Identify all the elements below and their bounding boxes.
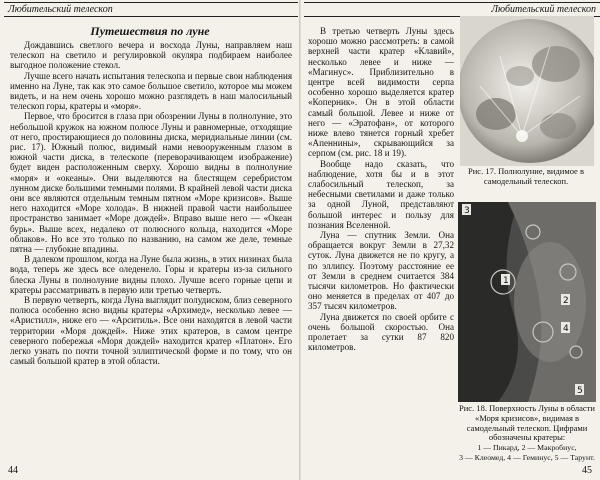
paragraph: Дождавшись светлого вечера и восхода Луны, направляем наш телескоп на светило и регулировкой окуляра подбираем наиболее выгодное положение стекол. xyxy=(10,40,292,71)
crater-marker-5: 5 xyxy=(577,386,583,396)
right-running-head xyxy=(304,2,600,17)
figure-18-caption-text: Рис. 18. Поверхность Луны в области «Моря кризисов», видимая в самодельный телескоп. Цифрами обозначены кратеры: xyxy=(459,403,595,443)
paragraph: В далеком прошлом, когда на Луне была жизнь, в этих низинах была вода, теперь же здесь все оледенело. Горы и кратеры из-за сильного блеска Луны в полнолуние видны плохо. Лучше всего горные цепи и кратеры рассматривать в первую или третью четверть. xyxy=(10,254,292,295)
figure-18-crater-region xyxy=(458,202,596,402)
figure-18-caption xyxy=(456,404,598,463)
paragraph: Лучше всего начать испытания телескопа и первые свои наблюдения именно на Луне, так как это самое большое светило, которое мы можем видеть, и на нем очень хорошо можно разглядеть в наш малосильный телескоп горы, кратеры и «моря». xyxy=(10,70,292,112)
figure-18-legend-line: 1 — Пикард, 2 — Макробиус, xyxy=(477,443,577,453)
paragraph: Луна — спутник Земли. Она обращается вокруг Земли в 27,32 суток. Луна движется не по кругу, а по эллипсу. Поэтому расстояние ее от Земли в среднем считается 384 тысячи километров. Но фактически оно меняется в пределах от 407 до 357 тысяч километров. xyxy=(308,230,454,312)
crater-marker-3: 3 xyxy=(464,206,470,216)
crater-region-image xyxy=(458,202,596,402)
crater-marker-4: 4 xyxy=(563,324,569,334)
left-body-text xyxy=(10,40,292,367)
paragraph: Вообще надо сказать, что наблюдение, хотя бы и в этот слабосильный телескоп, за небесными светилами и даже только за одной Луной, представляют большой интерес и пользу для познания Вселенной. xyxy=(308,158,454,230)
full-moon-image xyxy=(460,16,594,166)
page-number-right: 45 xyxy=(582,465,592,476)
right-running-head-text: Любительский телескоп xyxy=(491,4,596,15)
paragraph: В третью четверть Луны здесь хорошо можно рассмотреть: в самой верхней части кратер «Клавий», несколько левее и ниже — «Магинус». Приблизительно в центре всей видимости серпа особенно хорошо выделяется кратер «Коперник». Он в этой области самый большой. Левее и ниже от него — «Эратофан», от которого ниже влево тянется горный хребет «Апеннины», скрывающийся за серпом (см. рис. 18 и 19). xyxy=(308,26,454,159)
paragraph: Первое, что бросится в глаза при обозрении Луны в полнолуние, это небольшой кружок на южном полюсе Луны и равномерные, отходящие от него, простирающиеся до половины диска, меридиальные линии (см. рис. 17). Южный полюс, видимый нами невооруженным глазом в южной части диска, в телескопе (переворачивающем изображение) будет виден расположенным сверху. Хорошо видны в полнолуние «моря» и «океаны». Они выделяются на блестящем серебристом лунном диске большими темными полями. В крайней левой части диска они все являются отдельным темным пятном «Море кризисов». Выше него находится «Море холода». В нижней правой части наибольшее пространство занимает «Море дождей». Вправо выше него — «Океан бурь». Выше всех, недалеко от полюсного кольца, находится «Море облаков». Но все это только по названию, на самом же деле, темные пятна — глубокие впадины. xyxy=(10,111,292,255)
figure-17-caption: Рис. 17. Полнолуние, видимое в самодельный телескоп. xyxy=(468,166,584,186)
page-number-left: 44 xyxy=(8,465,18,476)
crater-marker-2: 2 xyxy=(563,296,569,306)
right-page xyxy=(300,0,600,480)
section-title: Путешествия по луне xyxy=(90,24,210,38)
figure-18-legend-line: 3 — Клеомед, 4 — Геминус, 5 — Тарунт. xyxy=(459,452,595,462)
paragraph: Луна движется по своей орбите с очень большой скоростью. Она пролетает за сутки 87 820 километров. xyxy=(308,311,454,353)
paragraph: В первую четверть, когда Луна выглядит полудиском, близ северного полюса особенно ясно видны кратеры «Архимед», несколько левее — «Аристилл», ниже его — «Арситиль». Все они находятся в левой части территории «Моря дождей». Ниже этих кратеров, в самом центре северного побережья «Моря дождей» находится кратер «Платон». Его легко узнать по почти точной эллиптической форме и по тому, что он самый большой кратер в этой области. xyxy=(10,295,292,367)
crater-marker-1: 1 xyxy=(503,276,509,286)
left-running-head: Любительский телескоп xyxy=(4,2,298,17)
right-body-text xyxy=(308,26,454,353)
figure-17-full-moon xyxy=(460,16,594,166)
